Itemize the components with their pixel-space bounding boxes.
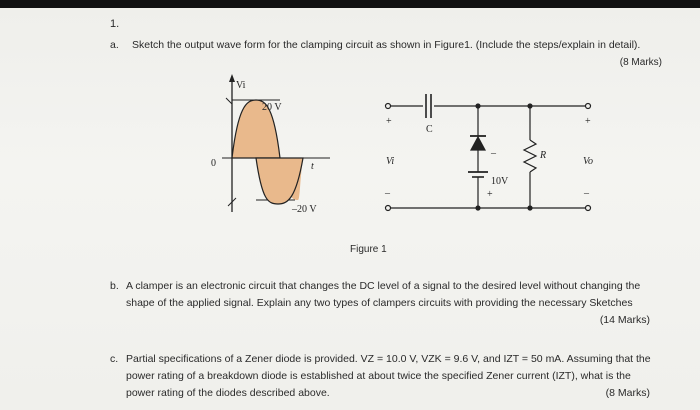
- output-plus-sign: +: [585, 116, 591, 127]
- part-b-marks: (14 Marks): [599, 314, 650, 326]
- time-label: t: [311, 161, 314, 172]
- part-a-text: Sketch the output wave form for the clamping circuit as shown in Figure1. (Include the steps/explain in detail).: [132, 39, 641, 51]
- neg-peak-label: –20 V: [292, 204, 317, 215]
- figure-caption: Figure 1: [350, 244, 387, 255]
- output-voltage-label: Vo: [583, 156, 593, 167]
- input-plus-sign: +: [386, 116, 392, 127]
- vertical-axis-arrow-icon: [229, 74, 235, 82]
- part-b-text: A clamper is an electronic circuit that changes the DC level of a signal to the desired level without changing the shape of the applied signal. Explain any two types of clampers circuits with providing the necessary Sketches: [126, 280, 641, 309]
- part-c-text: Partial specifications of a Zener diode is provided. VZ = 10.0 V, VZK = 9.6 V, and IZT = 50 mA. Assuming that the power rating of a breakdown diode is established at about twice the specified Zener current (IZT), what is the power rating of the diodes described above.: [126, 353, 651, 399]
- figure-1: [0, 8, 700, 248]
- output-bottom-terminal: [586, 206, 591, 211]
- zener-voltage-label: 10V: [491, 176, 509, 187]
- battery-plus-sign: +: [487, 189, 493, 200]
- part-c-label: c.: [110, 353, 119, 365]
- output-minus-sign: –: [584, 188, 589, 199]
- capacitor-label: C: [426, 124, 433, 135]
- part-b-label: b.: [110, 280, 119, 292]
- output-top-terminal: [586, 104, 591, 109]
- exam-paper: [0, 8, 700, 410]
- part-a-label: a.: [110, 39, 119, 51]
- part-a-marks: (8 Marks): [619, 57, 662, 68]
- zener-diode-icon: [471, 137, 485, 150]
- input-bottom-terminal: [386, 206, 391, 211]
- input-voltage-label: Vi: [386, 156, 395, 167]
- input-waveform: [211, 74, 330, 215]
- resistor-label: R: [540, 150, 547, 161]
- origin-label: 0: [211, 158, 216, 169]
- input-top-terminal: [386, 104, 391, 109]
- resistor-icon: [524, 140, 536, 172]
- part-c-marks: (8 Marks): [605, 387, 650, 399]
- question-number: 1.: [110, 18, 120, 30]
- circuit-labels: [384, 116, 593, 200]
- zener-minus-sign: –: [491, 148, 496, 159]
- pos-peak-label: 20 V: [262, 102, 282, 113]
- vi-axis-label: Vi: [236, 80, 246, 91]
- input-minus-sign: –: [385, 188, 390, 199]
